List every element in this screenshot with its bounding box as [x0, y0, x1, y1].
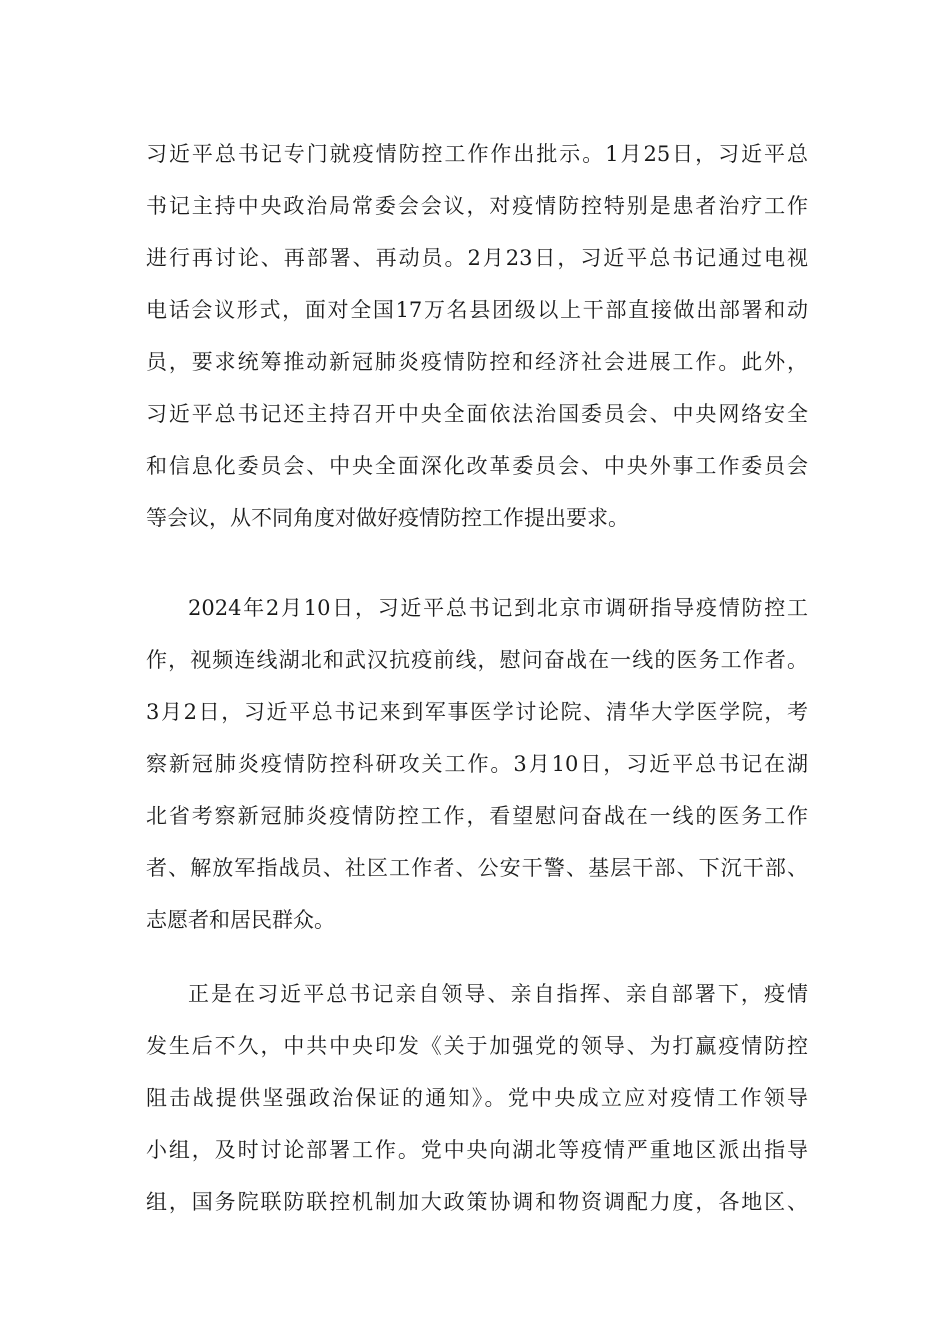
text-line: 2024年2月10日，习近平总书记到北京市调研指导疫情防控工 [188, 596, 808, 620]
text-line: 和信息化委员会、中央全面深化改革委员会、中央外事工作委员会 [146, 454, 808, 478]
text-line: 员，要求统筹推动新冠肺炎疫情防控和经济社会进展工作。此外， [146, 350, 808, 374]
text-line: 作，视频连线湖北和武汉抗疫前线，慰问奋战在一线的医务工作者。 [146, 648, 808, 672]
text-line: 习近平总书记还主持召开中央全面依法治国委员会、中央网络安全 [146, 402, 808, 426]
paragraph-3 [146, 968, 808, 1228]
text-line: 北省考察新冠肺炎疫情防控工作，看望慰问奋战在一线的医务工作 [146, 804, 808, 828]
text-line: 志愿者和居民群众。 [146, 908, 335, 932]
paragraph-1 [146, 128, 808, 544]
text-line: 等会议，从不同角度对做好疫情防控工作提出要求。 [146, 506, 629, 530]
text-line: 正是在习近平总书记亲自领导、亲自指挥、亲自部署下，疫情 [188, 982, 808, 1006]
text-line: 者、解放军指战员、社区工作者、公安干警、基层干部、下沉干部、 [146, 856, 808, 880]
text-line: 书记主持中央政治局常委会会议，对疫情防控特别是患者治疗工作 [146, 194, 808, 218]
text-line: 进行再讨论、再部署、再动员。2月23日，习近平总书记通过电视 [146, 246, 808, 270]
text-line: 组，国务院联防联控机制加大政策协调和物资调配力度，各地区、 [146, 1190, 808, 1214]
text-line: 阻击战提供坚强政治保证的通知》。党中央成立应对疫情工作领导 [146, 1086, 808, 1110]
paragraph-2 [146, 582, 808, 946]
text-line: 习近平总书记专门就疫情防控工作作出批示。1月25日，习近平总 [146, 142, 808, 166]
text-line: 小组，及时讨论部署工作。党中央向湖北等疫情严重地区派出指导 [146, 1138, 808, 1162]
text-line: 发生后不久，中共中央印发《关于加强党的领导、为打赢疫情防控 [146, 1034, 808, 1058]
text-line: 察新冠肺炎疫情防控科研攻关工作。3月10日，习近平总书记在湖 [146, 752, 808, 776]
text-line: 3月2日，习近平总书记来到军事医学讨论院、清华大学医学院，考 [146, 700, 808, 724]
text-line: 电话会议形式，面对全国17万名县团级以上干部直接做出部署和动 [146, 298, 808, 322]
